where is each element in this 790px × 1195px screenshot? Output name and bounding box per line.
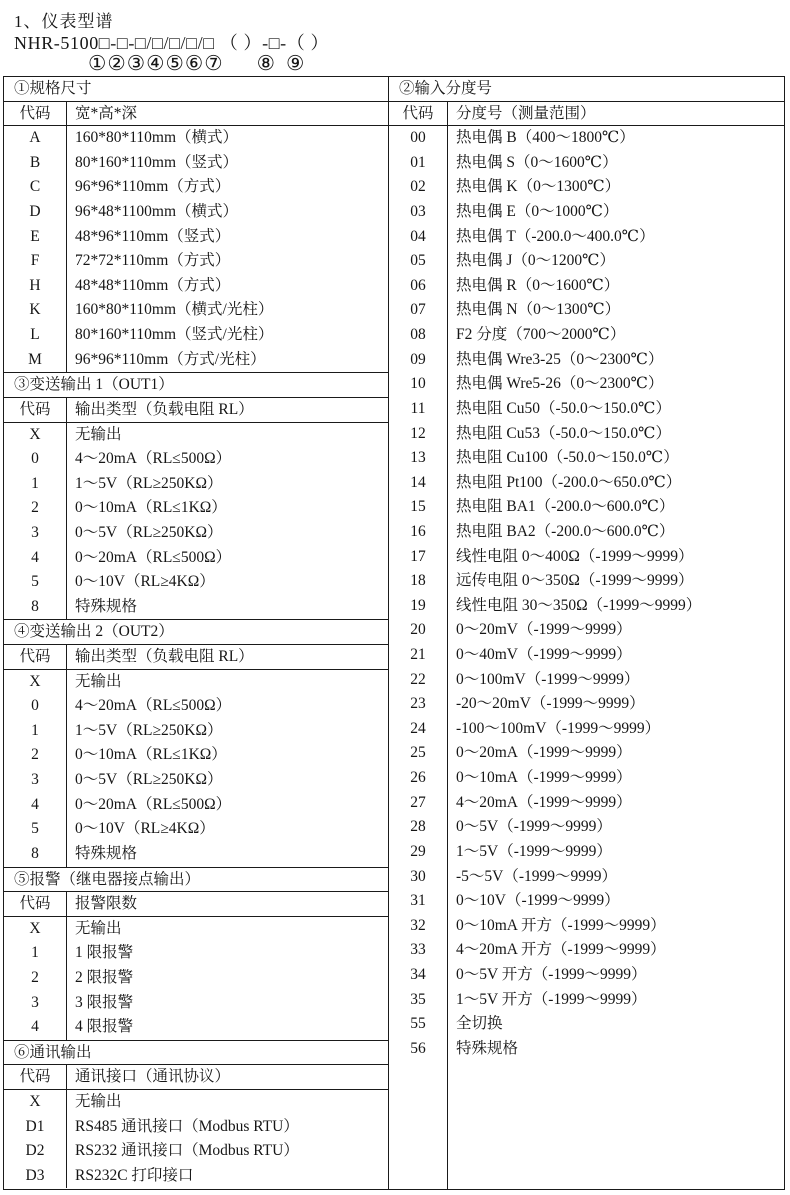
table-row	[4, 546, 388, 571]
code-header-cell: 代码	[4, 102, 67, 126]
code-cell: X	[4, 423, 67, 448]
code-cell: 31	[389, 889, 448, 914]
table-row	[4, 323, 388, 348]
table-row	[4, 447, 388, 472]
desc-cell: 0～5V（RL≥250KΩ）	[75, 771, 223, 789]
page-title: 1、仪表型谱	[14, 12, 114, 31]
code-cell: 16	[389, 520, 448, 545]
code-cell: D1	[4, 1115, 67, 1140]
code-cell: 34	[389, 963, 448, 988]
desc-cell: 0～20mA（RL≤500Ω）	[75, 548, 232, 566]
table-row	[4, 570, 388, 595]
column-header-row	[4, 102, 388, 127]
table-row	[4, 670, 388, 695]
table-row	[389, 791, 784, 816]
table-row	[389, 889, 784, 914]
code-cell: 20	[389, 618, 448, 643]
code-cell: 55	[389, 1012, 448, 1037]
desc-cell: 4～20mA 开方（-1999～9999）	[456, 941, 666, 959]
desc-cell: 0～20mA（-1999～9999）	[456, 744, 632, 762]
section-title: ②输入分度号	[389, 77, 784, 102]
desc-header-cell: 通讯接口（通讯协议）	[75, 1068, 231, 1086]
table-row	[4, 793, 388, 818]
desc-cell: 无输出	[75, 919, 122, 937]
code-cell: 26	[389, 766, 448, 791]
table-row	[4, 521, 388, 546]
table-row	[4, 941, 388, 966]
code-cell: 01	[389, 151, 448, 176]
table-row	[389, 323, 784, 348]
desc-cell: 1～5V（-1999～9999）	[456, 842, 612, 860]
code-header-cell: 代码	[4, 1065, 67, 1089]
column-header-row	[4, 645, 388, 670]
desc-cell: 160*80*110mm（横式）	[75, 129, 239, 147]
code-cell: X	[4, 917, 67, 942]
code-cell: 4	[4, 546, 67, 571]
code-cell: X	[4, 670, 67, 695]
table-row	[389, 988, 784, 1013]
desc-cell: 4～20mA（RL≤500Ω）	[75, 697, 232, 715]
column-header-row	[4, 892, 388, 917]
table-row	[389, 225, 784, 250]
table-row	[389, 298, 784, 323]
desc-cell: 热电偶 E（0～1000℃）	[456, 203, 619, 221]
model-digit-markers	[88, 52, 304, 76]
desc-cell: 0～10V（RL≥4KΩ）	[75, 573, 215, 591]
desc-cell: 特殊规格	[456, 1039, 519, 1057]
table-row	[389, 126, 784, 151]
desc-cell: 0～5V 开方（-1999～9999）	[456, 965, 647, 983]
table-row	[389, 766, 784, 791]
code-header-cell: 代码	[4, 892, 67, 916]
code-cell: 27	[389, 791, 448, 816]
desc-cell: 4～20mA（-1999～9999）	[456, 793, 632, 811]
desc-header-cell: 输出类型（负载电阻 RL）	[75, 400, 254, 418]
desc-cell: 热电偶 S（0～1600℃）	[456, 153, 618, 171]
table-row	[389, 471, 784, 496]
column-header-row	[4, 398, 388, 423]
desc-cell: 全切换	[456, 1015, 503, 1033]
code-cell: B	[4, 151, 67, 176]
table-row	[389, 422, 784, 447]
code-cell: 08	[389, 323, 448, 348]
desc-cell: 热电阻 BA1（-200.0～600.0℃）	[456, 498, 675, 516]
desc-cell: 无输出	[75, 672, 122, 690]
code-cell: 03	[389, 200, 448, 225]
desc-cell: 1 限报警	[75, 944, 134, 962]
desc-cell: 热电偶 T（-200.0～400.0℃）	[456, 227, 655, 245]
desc-cell: 热电偶 B（400～1800℃）	[456, 129, 635, 147]
code-cell: L	[4, 323, 67, 348]
code-cell: 1	[4, 941, 67, 966]
code-cell: 15	[389, 495, 448, 520]
desc-cell: 1～5V（RL≥250KΩ）	[75, 474, 223, 492]
table-row	[389, 865, 784, 890]
code-cell: 2	[4, 966, 67, 991]
code-cell: F	[4, 249, 67, 274]
code-cell: 56	[389, 1037, 448, 1062]
empty-code-cell	[389, 1061, 448, 1189]
table-row	[389, 569, 784, 594]
code-cell: 32	[389, 914, 448, 939]
desc-cell: 热电阻 Pt100（-200.0～650.0℃）	[456, 473, 682, 491]
desc-cell: 0～100mV（-1999～9999）	[456, 670, 640, 688]
code-cell: 06	[389, 274, 448, 299]
table-row	[4, 298, 388, 323]
table-row	[389, 520, 784, 545]
code-cell: 28	[389, 815, 448, 840]
table-row	[389, 741, 784, 766]
table-row	[4, 423, 388, 448]
section-title: ⑤报警（继电器接点输出）	[4, 868, 388, 893]
table-row	[4, 966, 388, 991]
code-cell: 8	[4, 595, 67, 620]
desc-cell: 0～10mA 开方（-1999～9999）	[456, 916, 666, 934]
table-row	[389, 668, 784, 693]
code-cell: 24	[389, 717, 448, 742]
table-row	[4, 225, 388, 250]
desc-cell: 0～10mA（-1999～9999）	[456, 769, 632, 787]
section-title: ④变送输出 2（OUT2）	[4, 620, 388, 645]
table-row	[4, 694, 388, 719]
empty-desc-cell	[448, 1061, 784, 1189]
desc-cell: 0～20mV（-1999～9999）	[456, 621, 632, 639]
code-header-cell: 代码	[389, 102, 448, 126]
left-column	[4, 77, 389, 1189]
table-row	[4, 743, 388, 768]
table-row	[389, 815, 784, 840]
desc-cell: 96*96*110mm（方式）	[75, 178, 231, 196]
desc-cell: 0～10V（-1999～9999）	[456, 892, 620, 910]
table-row	[389, 151, 784, 176]
desc-cell: 热电偶 J（0～1200℃）	[456, 252, 615, 270]
table-row	[4, 1115, 388, 1140]
desc-cell: 无输出	[75, 1092, 122, 1110]
table-row	[4, 991, 388, 1016]
desc-cell: 2 限报警	[75, 968, 134, 986]
code-cell: 14	[389, 471, 448, 496]
table-row	[389, 249, 784, 274]
desc-cell: 96*96*110mm（方式/光柱）	[75, 350, 266, 368]
table-section	[4, 619, 388, 866]
table-row	[4, 719, 388, 744]
code-cell: 04	[389, 225, 448, 250]
table-row	[4, 274, 388, 299]
code-cell: E	[4, 225, 67, 250]
code-cell: 3	[4, 991, 67, 1016]
desc-cell: 0～10V（RL≥4KΩ）	[75, 820, 215, 838]
table-row	[389, 938, 784, 963]
table-row	[4, 1164, 388, 1189]
table-row	[389, 717, 784, 742]
code-cell: 5	[4, 817, 67, 842]
table-row	[4, 175, 388, 200]
table-section	[389, 77, 784, 1061]
table-row	[4, 1015, 388, 1040]
table-row	[4, 348, 388, 373]
code-cell: 10	[389, 372, 448, 397]
table-row	[4, 496, 388, 521]
desc-cell: RS232 通讯接口（Modbus RTU）	[75, 1142, 299, 1160]
desc-cell: F2 分度（700～2000℃）	[456, 326, 626, 344]
desc-cell: 1～5V 开方（-1999～9999）	[456, 990, 647, 1008]
code-cell: X	[4, 1090, 67, 1115]
desc-cell: 72*72*110mm（方式）	[75, 252, 231, 270]
model-spec-table	[3, 76, 785, 1190]
desc-cell: 无输出	[75, 425, 122, 443]
table-row	[389, 1012, 784, 1037]
code-cell: 35	[389, 988, 448, 1013]
desc-cell: 线性电阻 30～350Ω（-1999～9999）	[456, 596, 702, 614]
code-cell: 21	[389, 643, 448, 668]
desc-cell: 0～5V（RL≥250KΩ）	[75, 523, 223, 541]
table-row	[389, 372, 784, 397]
code-cell: 19	[389, 594, 448, 619]
desc-cell: 特殊规格	[75, 597, 138, 615]
code-cell: 30	[389, 865, 448, 890]
code-cell: 05	[389, 249, 448, 274]
desc-cell: 热电偶 Wre3-25（0～2300℃）	[456, 350, 664, 368]
table-row	[4, 842, 388, 867]
table-row	[389, 274, 784, 299]
table-row	[4, 768, 388, 793]
table-row	[389, 446, 784, 471]
table-row	[4, 200, 388, 225]
right-column	[389, 77, 784, 1189]
section-title: ⑥通讯输出	[4, 1041, 388, 1066]
desc-cell: 0～5V（-1999～9999）	[456, 818, 612, 836]
desc-cell: 热电偶 Wre5-26（0～2300℃）	[456, 375, 664, 393]
table-row	[389, 963, 784, 988]
desc-cell: 0～20mA（RL≤500Ω）	[75, 795, 232, 813]
code-cell: 5	[4, 570, 67, 595]
table-row	[389, 618, 784, 643]
code-cell: 02	[389, 175, 448, 200]
table-row	[4, 472, 388, 497]
digit-marker-8: ⑧	[256, 53, 276, 75]
desc-cell: 48*48*110mm（方式）	[75, 276, 231, 294]
code-cell: 12	[389, 422, 448, 447]
table-row	[4, 249, 388, 274]
desc-cell: 热电阻 Cu50（-50.0～150.0℃）	[456, 399, 671, 417]
code-cell: 17	[389, 545, 448, 570]
desc-cell: 0～40mV（-1999～9999）	[456, 646, 632, 664]
table-row	[389, 840, 784, 865]
table-row	[4, 917, 388, 942]
code-cell: D	[4, 200, 67, 225]
code-cell: 09	[389, 348, 448, 373]
code-cell: 00	[389, 126, 448, 151]
desc-cell: 4 限报警	[75, 1018, 134, 1036]
table-row	[389, 397, 784, 422]
desc-cell: -5～5V（-1999～9999）	[456, 867, 618, 885]
digit-marker-9: ⑨	[286, 53, 305, 75]
section-title: ③变送输出 1（OUT1）	[4, 373, 388, 398]
table-row	[389, 643, 784, 668]
desc-cell: -20～20mV（-1999～9999）	[456, 695, 645, 713]
desc-cell: 热电阻 Cu53（-50.0～150.0℃）	[456, 424, 671, 442]
section-title: ①规格尺寸	[4, 77, 388, 102]
code-cell: 11	[389, 397, 448, 422]
table-row	[389, 545, 784, 570]
table-row	[4, 126, 388, 151]
code-cell: 18	[389, 569, 448, 594]
desc-cell: 80*160*110mm（竖式/光柱）	[75, 326, 274, 344]
desc-cell: 热电偶 N（0～1300℃）	[456, 301, 621, 319]
desc-cell: 特殊规格	[75, 844, 138, 862]
table-row	[4, 1090, 388, 1115]
desc-header-cell: 宽*高*深	[75, 104, 138, 122]
desc-cell: 0～10mA（RL≤1KΩ）	[75, 746, 227, 764]
desc-cell: 热电阻 BA2（-200.0～600.0℃）	[456, 522, 675, 540]
empty-table-area	[389, 1061, 784, 1189]
desc-cell: 热电偶 R（0～1600℃）	[456, 276, 620, 294]
code-cell: D2	[4, 1139, 67, 1164]
code-cell: 3	[4, 768, 67, 793]
code-cell: 3	[4, 521, 67, 546]
code-cell: M	[4, 348, 67, 373]
desc-cell: 1～5V（RL≥250KΩ）	[75, 721, 223, 739]
table-section	[4, 372, 388, 619]
desc-cell: 3 限报警	[75, 993, 134, 1011]
code-cell: 2	[4, 496, 67, 521]
code-cell: D3	[4, 1164, 67, 1189]
code-cell: 33	[389, 938, 448, 963]
digit-markers-1-7: ①②③④⑤⑥⑦	[88, 53, 224, 75]
code-cell: 07	[389, 298, 448, 323]
table-row	[4, 817, 388, 842]
table-row	[389, 914, 784, 939]
desc-cell: 热电阻 Cu100（-50.0～150.0℃）	[456, 449, 679, 467]
desc-cell: 线性电阻 0～400Ω（-1999～9999）	[456, 547, 694, 565]
code-cell: 1	[4, 472, 67, 497]
table-row	[389, 692, 784, 717]
code-header-cell: 代码	[4, 398, 67, 422]
desc-header-cell: 报警限数	[75, 895, 138, 913]
code-cell: 23	[389, 692, 448, 717]
table-section	[4, 867, 388, 1040]
desc-cell: 160*80*110mm（横式/光柱）	[75, 301, 274, 319]
column-header-row	[4, 1065, 388, 1090]
desc-cell: 4～20mA（RL≤500Ω）	[75, 450, 232, 468]
code-cell: 29	[389, 840, 448, 865]
code-cell: 4	[4, 1015, 67, 1040]
table-row	[389, 594, 784, 619]
code-cell: 13	[389, 446, 448, 471]
table-section	[4, 1040, 388, 1189]
desc-cell: 80*160*110mm（竖式）	[75, 153, 239, 171]
table-row	[389, 348, 784, 373]
table-row	[4, 595, 388, 620]
desc-cell: RS232C 打印接口	[75, 1166, 194, 1184]
code-cell: 1	[4, 719, 67, 744]
desc-header-cell: 分度号（测量范围）	[456, 104, 596, 122]
code-cell: 22	[389, 668, 448, 693]
table-row	[389, 200, 784, 225]
table-section	[4, 77, 388, 372]
desc-cell: 96*48*1100mm（横式）	[75, 203, 239, 221]
code-cell: 0	[4, 694, 67, 719]
desc-header-cell: 输出类型（负载电阻 RL）	[75, 648, 254, 666]
table-row	[389, 1037, 784, 1062]
code-cell: 25	[389, 741, 448, 766]
code-cell: K	[4, 298, 67, 323]
code-cell: 0	[4, 447, 67, 472]
code-cell: 8	[4, 842, 67, 867]
table-row	[389, 495, 784, 520]
code-header-cell: 代码	[4, 645, 67, 669]
column-header-row	[389, 102, 784, 127]
code-cell: A	[4, 126, 67, 151]
table-row	[4, 1139, 388, 1164]
code-cell: H	[4, 274, 67, 299]
code-cell: 2	[4, 743, 67, 768]
table-row	[4, 151, 388, 176]
desc-cell: RS485 通讯接口（Modbus RTU）	[75, 1117, 299, 1135]
desc-cell: 远传电阻 0～350Ω（-1999～9999）	[456, 572, 694, 590]
table-row	[389, 175, 784, 200]
model-code-line: NHR-5100□-□-□/□/□/□/□ （ ）-□-（ ）	[14, 33, 330, 53]
desc-cell: -100～100mV（-1999～9999）	[456, 719, 661, 737]
desc-cell: 48*96*110mm（竖式）	[75, 227, 231, 245]
code-cell: 4	[4, 793, 67, 818]
desc-cell: 0～10mA（RL≤1KΩ）	[75, 499, 227, 517]
desc-cell: 热电偶 K（0～1300℃）	[456, 178, 621, 196]
code-cell: C	[4, 175, 67, 200]
